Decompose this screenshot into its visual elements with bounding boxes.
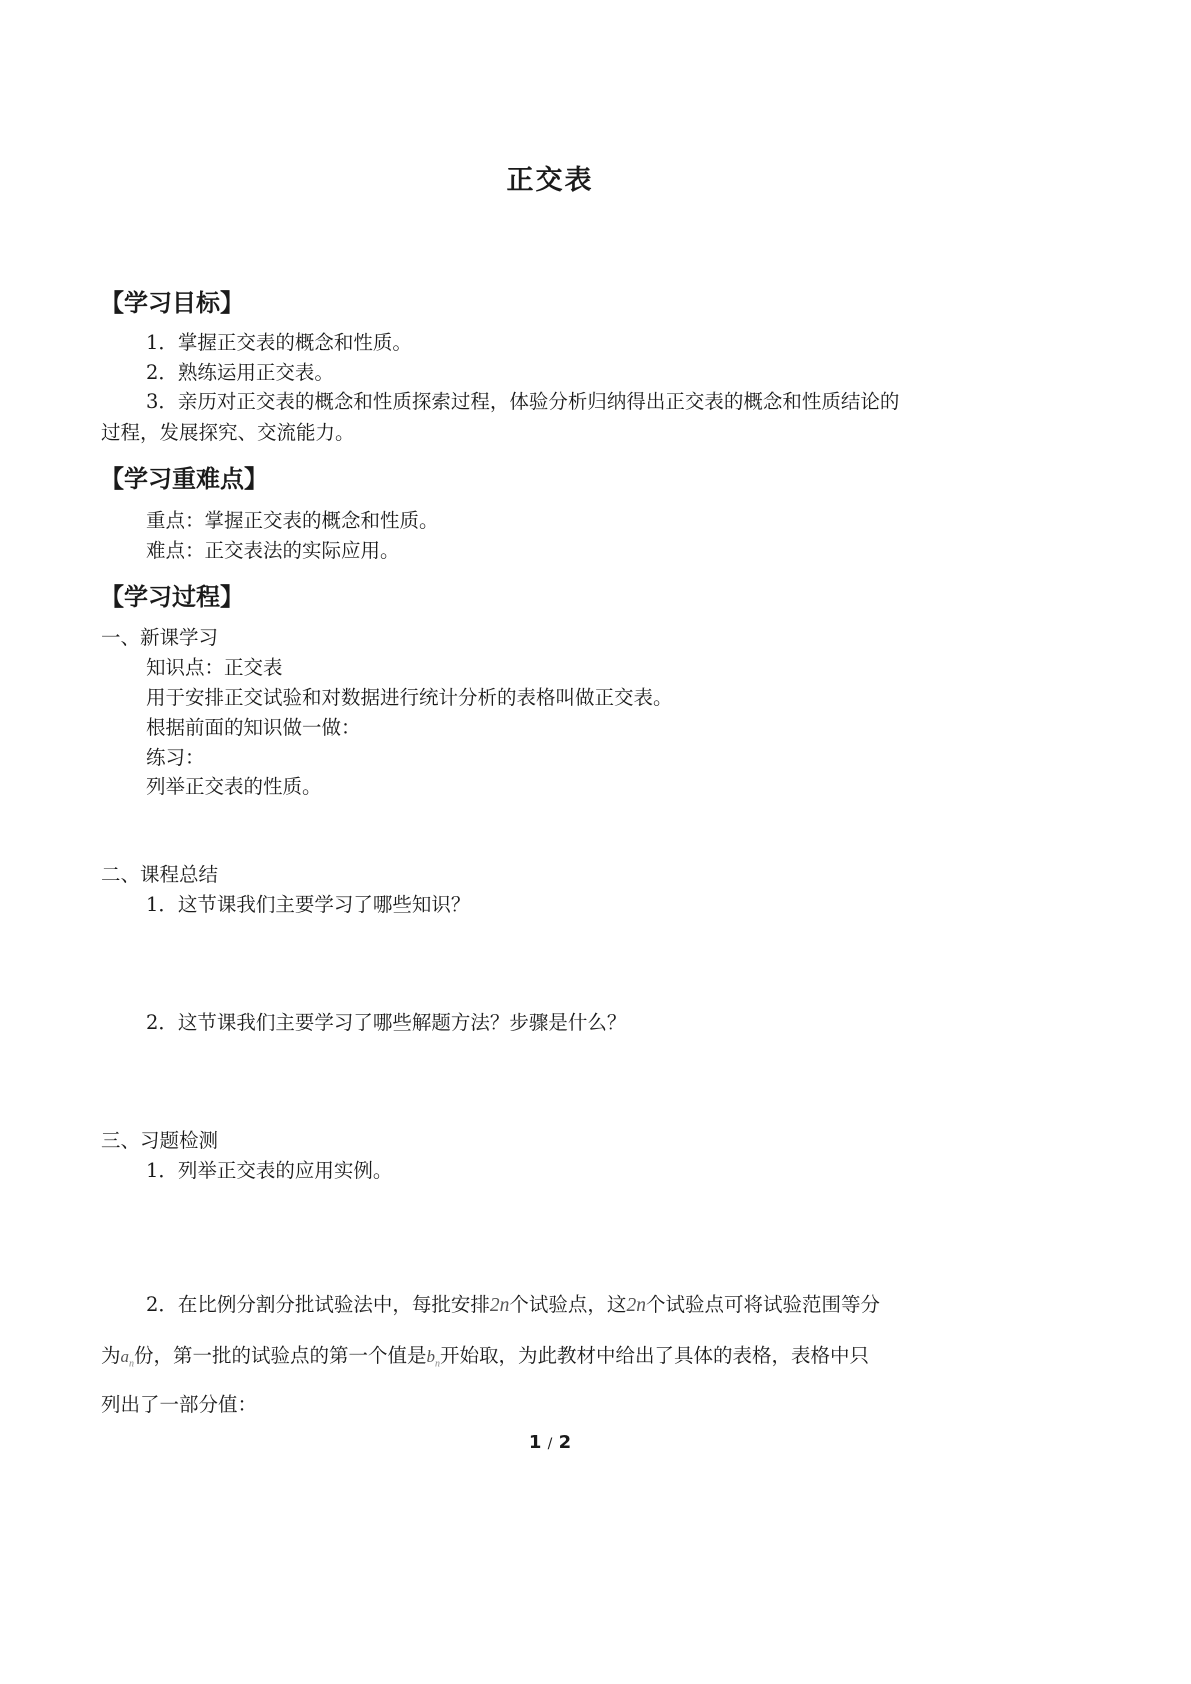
section-1-title: 一、新课学习 (101, 626, 219, 649)
section-3-title: 三、习题检测 (101, 1129, 219, 1152)
exercise-question-1: 1．列举正交表的应用实例。 (146, 1159, 393, 1182)
exercise-question-2-text-b: 个试验点，这 (509, 1293, 627, 1316)
objectives-heading: 【学习目标】 (100, 289, 244, 317)
objective-item-3: 3．亲历对正交表的概念和性质探索过程，体验分析归纳得出正交表的概念和性质结论的 (146, 390, 900, 413)
exercise-question-2-text-a: 2．在比例分割分批试验法中，每批安排 (146, 1293, 490, 1316)
exercise-question-2-text-e: 份，第一批的试验点的第一个值是 (134, 1344, 427, 1367)
page-number (0, 1432, 1100, 1453)
key-points-heading: 【学习重难点】 (100, 465, 268, 493)
page-title: 正交表 (506, 165, 594, 196)
math-2n-2: 2n (626, 1295, 646, 1316)
math-2n-1: 2n (489, 1295, 510, 1316)
math-b-subscript: n (435, 1358, 441, 1370)
page-total: 2 (558, 1432, 572, 1453)
objective-item-3-cont: 过程，发展探究、交流能力。 (101, 421, 355, 444)
math-b-n (426, 1347, 441, 1370)
summary-question-2: 2．这节课我们主要学习了哪些解题方法？步骤是什么？ (146, 1011, 627, 1034)
page-current: 1 (528, 1432, 542, 1453)
exercise-question-2-line-2 (101, 1340, 869, 1369)
practice-prompt: 根据前面的知识做一做： (146, 716, 361, 739)
process-heading: 【学习过程】 (100, 583, 244, 611)
practice-task: 列举正交表的性质。 (146, 775, 322, 798)
objective-item-2: 2．熟练运用正交表。 (146, 361, 334, 384)
exercise-question-2-line-1 (146, 1289, 880, 1317)
page-separator: / (547, 1436, 553, 1452)
difficulty-point: 难点：正交表法的实际应用。 (146, 539, 400, 562)
focus-point: 重点：掌握正交表的概念和性质。 (146, 509, 439, 532)
math-b: b (426, 1347, 436, 1366)
exercise-question-2-text-d: 为 (101, 1344, 121, 1367)
section-2-title: 二、课程总结 (101, 863, 219, 886)
knowledge-point: 知识点：正交表 (146, 656, 283, 679)
math-a: a (120, 1347, 130, 1366)
exercise-question-2-text-c: 个试验点可将试验范围等分 (645, 1293, 880, 1316)
practice-label: 练习： (146, 746, 205, 769)
objective-item-1: 1．掌握正交表的概念和性质。 (146, 331, 412, 354)
exercise-question-2-text-f: 开始取，为此教材中给出了具体的表格，表格中只 (440, 1344, 870, 1367)
math-a-subscript: n (129, 1358, 135, 1370)
exercise-question-2-line-3: 列出了一部分值： (101, 1393, 258, 1416)
math-a-n (120, 1347, 135, 1370)
definition-text: 用于安排正交试验和对数据进行统计分析的表格叫做正交表。 (146, 686, 673, 709)
summary-question-1: 1．这节课我们主要学习了哪些知识？ (146, 893, 471, 916)
